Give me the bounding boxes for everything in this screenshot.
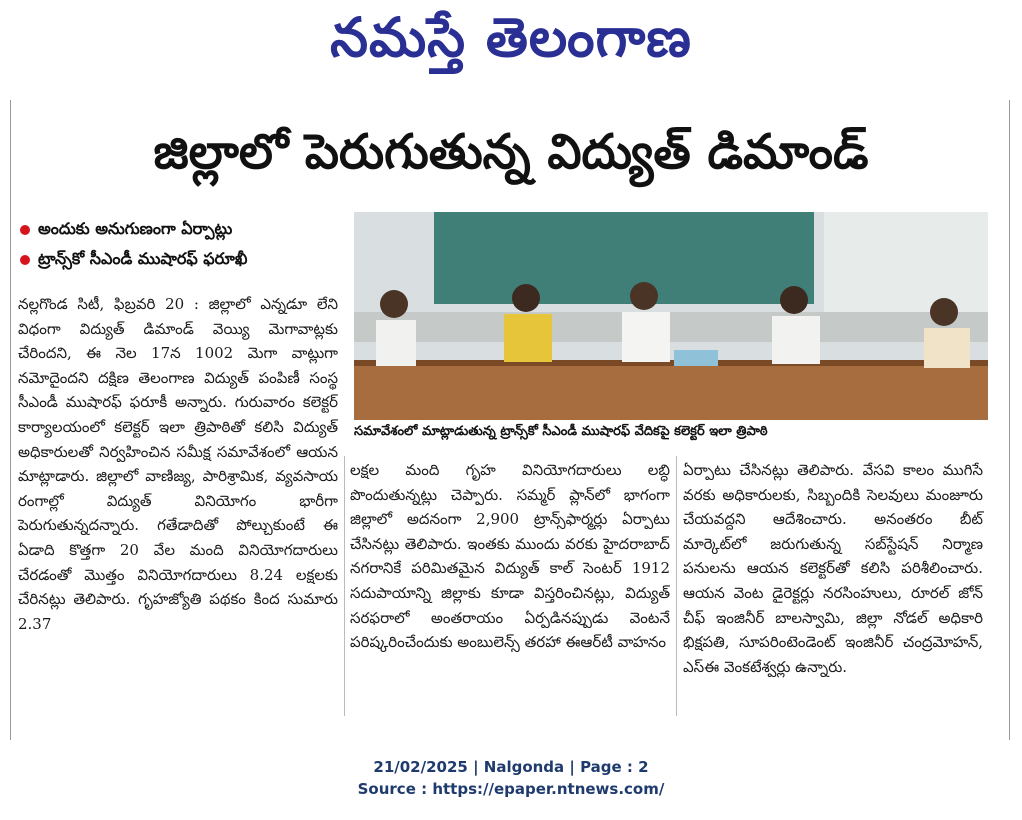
meeting-photo-image (354, 212, 988, 420)
bullet-icon (20, 255, 30, 265)
subheadline-text: ట్రాన్స్‌కో సీఎండీ ముషారఫ్ ఫరూఖీ (38, 249, 248, 268)
footer-source-link[interactable]: Source : https://epaper.ntnews.com/ (357, 780, 665, 798)
article-headline: జిల్లాలో పెరుగుతున్న విద్యుత్ డిమాండ్ (153, 124, 869, 180)
masthead-logo: నమస్తే తెలంగాణ (330, 6, 692, 69)
subheadline-item (20, 214, 350, 244)
bullet-icon (20, 225, 30, 235)
column-divider (344, 456, 345, 716)
footer-date-edition: 21/02/2025 | Nalgonda | Page : 2 (373, 758, 649, 776)
article-text: నల్లగొండ సిటీ, ఫిబ్రవరి 20 : జిల్లాలో ఎన్నడూ లేని విధంగా విద్యుత్ డిమాండ్ వెయ్యి మెగావాట్లకు చేరిందని, ఈ నెల 17న 1002 మెగా వాట్లుగా నమోదైందని దక్షిణ తెలంగాణ విద్యుత్ పంపిణీ సంస్థ సీఎండీ ముషారఫ్ ఫరూకీ అన్నారు. గురువారం కలెక్టర్ కార్యాలయంలో కలెక్టర్ ఇలా త్రిపాఠితో కలిసి విద్యుత్ అధికారులతో నిర్వహించిన సమీక్ష సమావేశంలో ఆయన మాట్లాడారు. జిల్లాలో వాణిజ్య, పారిశ్రామిక, వ్యవసాయ రంగాల్లో విద్యుత్ వినియోగం భారీగా పెరుగుతున్నదన్నారు. గతేడాదితో పోల్చుకుంటే ఈ ఏడాది కొత్తగా 20 వేల మంది వినియోగదారులు చేరడంతో మొత్తం వినియోగదారులు 8.24 లక్షలకు చేరినట్లు తెలిపారు. గృహజ్యోతి పథకం కింద సుమారు 2.37 (18, 295, 338, 633)
article-photo (354, 212, 988, 420)
masthead (0, 0, 1022, 100)
article-text: ఏర్పాటు చేసినట్లు తెలిపారు. వేసవి కాలం ముగిసే వరకు అధికారులకు, సిబ్బందికి సెలవులు మంజూరు చేయవద్దని ఆదేశించారు. అనంతరం బీట్ మార్కెట్‌లో జరుగుతున్న సబ్‌స్టేషన్ నిర్మాణ పనులను ఆయన కలెక్టర్‌తో కలిసి పరిశీలించారు. ఆయన వెంట డైరెక్టర్లు నరసింహులు, రూరల్ జోన్ చీఫ్ ఇంజినీర్ బాలస్వామి, జిల్లా నోడల్ అధికారి భిక్షపతి, సూపరింటెండెంట్ ఇంజినీర్ చంద్రమోహన్, ఎస్‌ఈ వెంకటేశ్వర్లు ఉన్నారు. (683, 461, 983, 676)
article-text: లక్షల మంది గృహ వినియోగదారులు లబ్ధి పొందుతున్నట్లు చెప్పారు. సమ్మర్ ప్లాన్‌లో భాగంగా జిల్లాలో అదనంగా 2,900 ట్రాన్స్‌ఫార్మర్లు ఏర్పాటు చేసినట్లు తెలిపారు. ఇంతకు ముందు వరకు హైదరాబాద్ నగరానికే పరిమితమైన విద్యుత్ కాల్ సెంటర్ 1912 సదుపాయాన్ని జిల్లాకు కూడా విస్తరించినట్లు, విద్యుత్ సరఫరాలో అంతరాయం ఏర్పడినప్పుడు వెంటనే పరిష్కరించేందుకు అంబులెన్స్ తరహా ఈఆర్‌టీ వాహనం (350, 461, 670, 652)
footer (0, 756, 1022, 800)
subheadline-item (20, 244, 350, 274)
column-divider (676, 456, 677, 716)
subheadline-list (20, 214, 350, 274)
article-column-1 (18, 292, 338, 636)
article-column-2 (350, 458, 670, 655)
subheadline-text: అందుకు అనుగుణంగా ఏర్పాట్లు (38, 219, 233, 238)
photo-caption: సమావేశంలో మాట్లాడుతున్న ట్రాన్స్‌కో సీఎండీ ముషారఫ్ వేదికపై కలెక్టర్ ఇలా త్రిపాఠి (354, 424, 768, 439)
article-column-3 (683, 458, 983, 679)
